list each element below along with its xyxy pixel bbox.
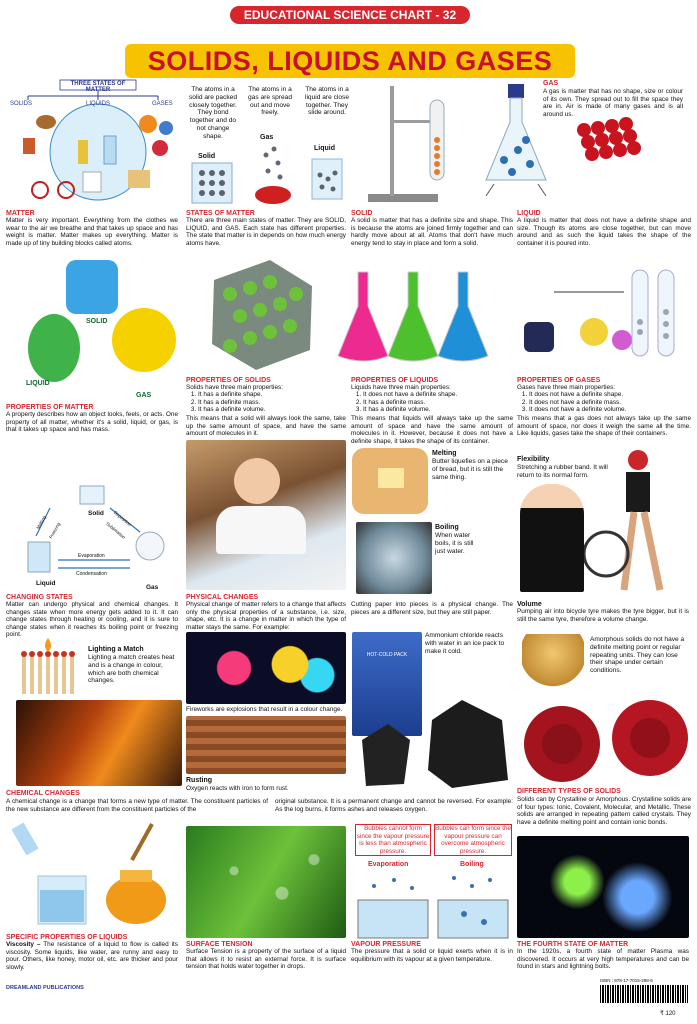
properties-of-liquids-text: This means that liquids will always take up the same amount of space and have the same amount of molecules in it. However, because it does not have a definite shape, it takes the shape of its container.: [351, 415, 513, 445]
gas-heading: GAS: [543, 80, 559, 87]
rubber-band-man-photo: [520, 484, 584, 592]
volume-heading: Volume: [517, 601, 542, 608]
cycle-sublimation-label: Sublimation: [105, 521, 127, 540]
list-item: 3. It does not have a definite volume.: [529, 406, 689, 414]
surface-tension-heading: SURFACE TENSION: [186, 941, 253, 948]
list-item: 1. It does not have a definite shape.: [529, 391, 689, 399]
price: ₹ 120: [660, 1011, 676, 1017]
vapour-evaporation-label: Evaporation: [368, 861, 409, 868]
viscosity-text: [6, 941, 178, 971]
vapour-boiling-label: Boiling: [460, 861, 484, 868]
volume-text: Pumping air into bicycle tyre makes the tyre bigger, but it is still the same tyre, therefore a volume change.: [517, 608, 689, 623]
lighting-match-text: Lighting a match creates heat and is a change in colour, which are both chemical changes.: [88, 654, 175, 685]
vapour-pressure-text: The pressure that a solid or liquid exerts when it is in equilibrium with its vapour at a given temperature.: [351, 948, 513, 963]
vapour-pressure-heading: VAPOUR PRESSURE: [351, 941, 421, 948]
wax-seals-illustration: [520, 694, 692, 786]
list-item: 3. It has a definite volume.: [198, 406, 348, 414]
list-item: 2. It has a definite mass.: [363, 399, 513, 407]
label-liquids: LIQUIDS: [86, 101, 111, 107]
balloon-gas-label: GAS: [136, 392, 152, 399]
viscosity-description: The resistance of a liquid to flow is called its viscosity. Some liquids, like water, are runny and easy to pour. Others, like honey, motor oil, etc. are thicker and pour slowly.: [6, 941, 178, 971]
cycle-deposition-label: Deposition: [112, 509, 133, 528]
series-banner: EDUCATIONAL SCIENCE CHART - 32: [230, 6, 470, 24]
lab-stand-illustration: [360, 80, 480, 208]
list-item: 3. It has a definite volume.: [363, 406, 513, 414]
solid-text: A solid is matter that has a definite size and shape. This is because the atoms are joined firmly together and can hardly move about at all. Atoms that don't have much energy tend to stay in place and form a solid.: [351, 217, 513, 247]
gas-text: A gas is matter that has no shape, size or colour of its own. They spread out to fill the space they are in. Air is made of many gases and is all around us.: [543, 88, 683, 118]
surface-tension-text: Surface Tension is a property of the surface of a liquid that allows it to resist an external force. It is surface tension that holds water together in drops.: [186, 948, 346, 971]
liquid-heading: LIQUID: [517, 210, 541, 217]
lighting-match-heading: Lighting a Match: [88, 646, 144, 653]
three-states-diagram: [8, 78, 180, 208]
gas-flask-illustration: [482, 80, 552, 198]
cycle-solid-label: Solid: [88, 510, 104, 517]
list-item: 1. It has a definite shape.: [198, 391, 348, 399]
fourth-state-heading: THE FOURTH STATE OF MATTER: [517, 941, 629, 948]
flexibility-text: Stretching a rubber band. It will return to its normal form.: [517, 464, 608, 479]
matter-heading: MATTER: [6, 210, 35, 217]
water-drops-leaf-photo: [186, 826, 346, 938]
solid-label: Solid: [198, 153, 216, 160]
lab-apparatus-illustration: [514, 262, 686, 362]
boy-cutting-paper-photo: [186, 440, 346, 590]
butter-bread-photo: [352, 448, 428, 514]
barcode: [600, 985, 688, 1003]
ammonium-chloride-text: Ammonium chloride reacts with water in an ice pack to make it cold.: [425, 632, 505, 655]
states-of-matter-text: There are three main states of matter. They are SOLID, LIQUID, and GAS. Each state has different properties. The state that matter is in depends on how much energy atoms have.: [186, 217, 346, 247]
chemical-changes-text-1: A chemical change is a change that forms a new type of matter. The constituent particles of the new substance are different from the constituent particles of the: [6, 798, 268, 813]
melting-heading: Melting: [432, 450, 457, 457]
gas-label: Gas: [260, 134, 274, 141]
changing-states-heading: CHANGING STATES: [6, 594, 73, 601]
fireworks-text: Fireworks are explosions that result in a colour change.: [186, 706, 343, 713]
amorphous-text: Amorphous solids do not have a definite melting point or regular repeating units. They can lose their shape under certain conditions.: [590, 636, 685, 675]
states-of-matter-heading: STATES OF MATTER: [186, 210, 255, 217]
list-item: 2. It has a definite mass.: [198, 399, 348, 407]
vapour-box-boiling: Bubbles can form since the vapour pressure can overcome atmospheric pressure.: [435, 825, 511, 855]
label-gases: GASES: [152, 101, 173, 107]
page-title: SOLIDS, LIQUIDS AND GASES: [125, 44, 575, 78]
colored-flasks-illustration: [328, 268, 508, 368]
vapour-pressure-diagram: [354, 870, 514, 942]
ice-pack-label: HOT-COLD PACK: [366, 652, 408, 658]
publisher-name: DREAMLAND PUBLICATIONS: [6, 985, 84, 991]
physical-changes-text: Physical change of matter refers to a change that affects only the physical properties of a substance, i.e. size, shape, etc. It is a change in matter in which the type of matter stays the same. For example:: [186, 601, 346, 631]
changing-states-text: Matter can undergo physical and chemical changes. It changes state when more energy gets added to it. It can change states through heating or cooling, and it is sure to change states when it reaches its boiling point or freezing point.: [6, 601, 178, 639]
molecule-states-illustration: [188, 145, 348, 207]
viscosity-illustration: [12, 820, 182, 928]
isbn: ISBN : 978-17-7015-288-6: [600, 978, 653, 983]
atom-cube-illustration: [200, 250, 320, 372]
cycle-evaporation-label: Evaporation: [78, 553, 105, 559]
fireworks-photo: [186, 632, 346, 704]
boiling-text: When water boils, it is still just water.: [435, 532, 474, 555]
solid-atoms-caption: The atoms in a solid are packed closely together. They bond together and do not change shape.: [188, 86, 238, 140]
cyclist-illustration: [584, 444, 692, 594]
boiling-pot-photo: [356, 522, 432, 594]
burning-log-photo: [16, 700, 182, 786]
flexibility-heading: Flexibility: [517, 456, 550, 463]
physical-changes-heading: PHYSICAL CHANGES: [186, 594, 259, 601]
properties-of-liquids-heading: PROPERTIES OF LIQUIDS: [351, 377, 439, 384]
properties-of-solids-list: [186, 391, 348, 414]
boiling-heading: Boiling: [435, 524, 459, 531]
matter-text: Matter is very important. Everything from the clothes we wear to the air we breathe and that takes up space and has weight is matter. Matter makes up everything. Matter is made up of tiny building blocks called atoms.: [6, 217, 178, 247]
red-spheres-illustration: [570, 110, 650, 170]
cycle-gas-label: Gas: [146, 584, 159, 591]
cycle-condensation-label: Condensation: [76, 571, 107, 577]
properties-of-solids-text: This means that a solid will always look the same, take up the same amount of space, and have the same amount of molecules in it.: [186, 415, 346, 438]
fourth-state-text: In the 1920s, a fourth state of matter Plasma was discovered. It occurs at very high temperatures and can be found in stars and lightning bolts.: [517, 948, 689, 971]
list-item: 1. It does not have a definite shape.: [363, 391, 513, 399]
three-states-title: THREE STATES OF MATTER: [70, 81, 126, 93]
cycle-liquid-label: Liquid: [36, 580, 56, 587]
rusting-heading: Rusting: [186, 777, 213, 784]
three-states-tree: [8, 78, 180, 208]
viscosity-term: Viscosity –: [6, 941, 41, 948]
properties-of-gases-heading: PROPERTIES OF GASES: [517, 377, 601, 384]
properties-of-matter-heading: PROPERTIES OF MATTER: [6, 404, 94, 411]
properties-of-gases-intro: Gases have three main properties:: [517, 384, 616, 391]
list-item: 2. It does not have a definite mass.: [529, 399, 689, 407]
cutting-paper-text: Cutting paper into pieces is a physical change. The pieces are a different size, but they are still paper.: [351, 601, 513, 616]
plasma-photo: [517, 836, 689, 938]
balloon-solid-label: SOLID: [86, 318, 108, 325]
solid-heading: SOLID: [351, 210, 373, 217]
properties-of-solids-intro: Solids have three main properties:: [186, 384, 283, 391]
properties-of-matter-text: A property describes how an object looks, feels, or acts. One property of all matter, whether it's a solid, liquid, or gas, is that it takes up space and has mass.: [6, 411, 178, 434]
properties-of-solids-heading: PROPERTIES OF SOLIDS: [186, 377, 271, 384]
rocks-illustration: [352, 680, 512, 790]
label-solids: SOLIDS: [10, 101, 33, 107]
specific-properties-heading: SPECIFIC PROPERTIES OF LIQUIDS: [6, 934, 128, 941]
chemical-changes-text-2: original substance. It is a permanent change and cannot be reversed. For example: As the log burns, it forms ashes and releases oxygen.: [275, 798, 513, 813]
gas-atoms-caption: The atoms in a gas are spread out and move freely.: [248, 86, 292, 117]
balloon-liquid-label: LIQUID: [26, 380, 50, 387]
liquid-text: A liquid is matter that does not have a definite shape and size. Though its atoms are close together, but can move around and as such the liquid takes the shape of the container it is poured into.: [517, 217, 691, 247]
chemical-changes-heading: CHEMICAL CHANGES: [6, 790, 80, 797]
melting-text: Butter liquefies on a piece of bread, but it is still the same thing.: [432, 458, 508, 481]
matches-illustration: [16, 636, 84, 698]
liquid-label: Liquid: [314, 145, 335, 152]
rusting-text: Oxygen reacts with iron to form rust.: [186, 785, 289, 792]
cycle-freezing-label: Freezing: [48, 521, 62, 540]
properties-of-gases-text: This means that a gas does not always take up the same amount of space, nor does it weigh the same all the time. Like liquids, gases take the shape of their containers.: [517, 415, 691, 438]
types-of-solids-heading: DIFFERENT TYPES OF SOLIDS: [517, 788, 621, 795]
cycle-melting-label: Melting: [35, 514, 48, 531]
liquid-atoms-caption: The atoms in a liquid are close together. They slide around.: [305, 86, 349, 117]
rusting-metal-photo: [186, 716, 346, 774]
vapour-box-evaporation: Bubbles cannot form since the vapour pressure is less than atmospheric pressure.: [356, 825, 430, 855]
properties-of-gases-list: [517, 391, 689, 414]
properties-of-liquids-list: [351, 391, 513, 414]
types-of-solids-text: Solids can by Crystalline or Amorphous. Crystalline solids are of four types: Ionic, Covalent, Molecular, and Metallic. These solids are arranged in repeating pattern called crystals. They have a definite melting point and contain ionic bonds.: [517, 796, 691, 826]
properties-of-liquids-intro: Liquids have three main properties:: [351, 384, 451, 391]
melting-candle-photo: [522, 634, 584, 698]
